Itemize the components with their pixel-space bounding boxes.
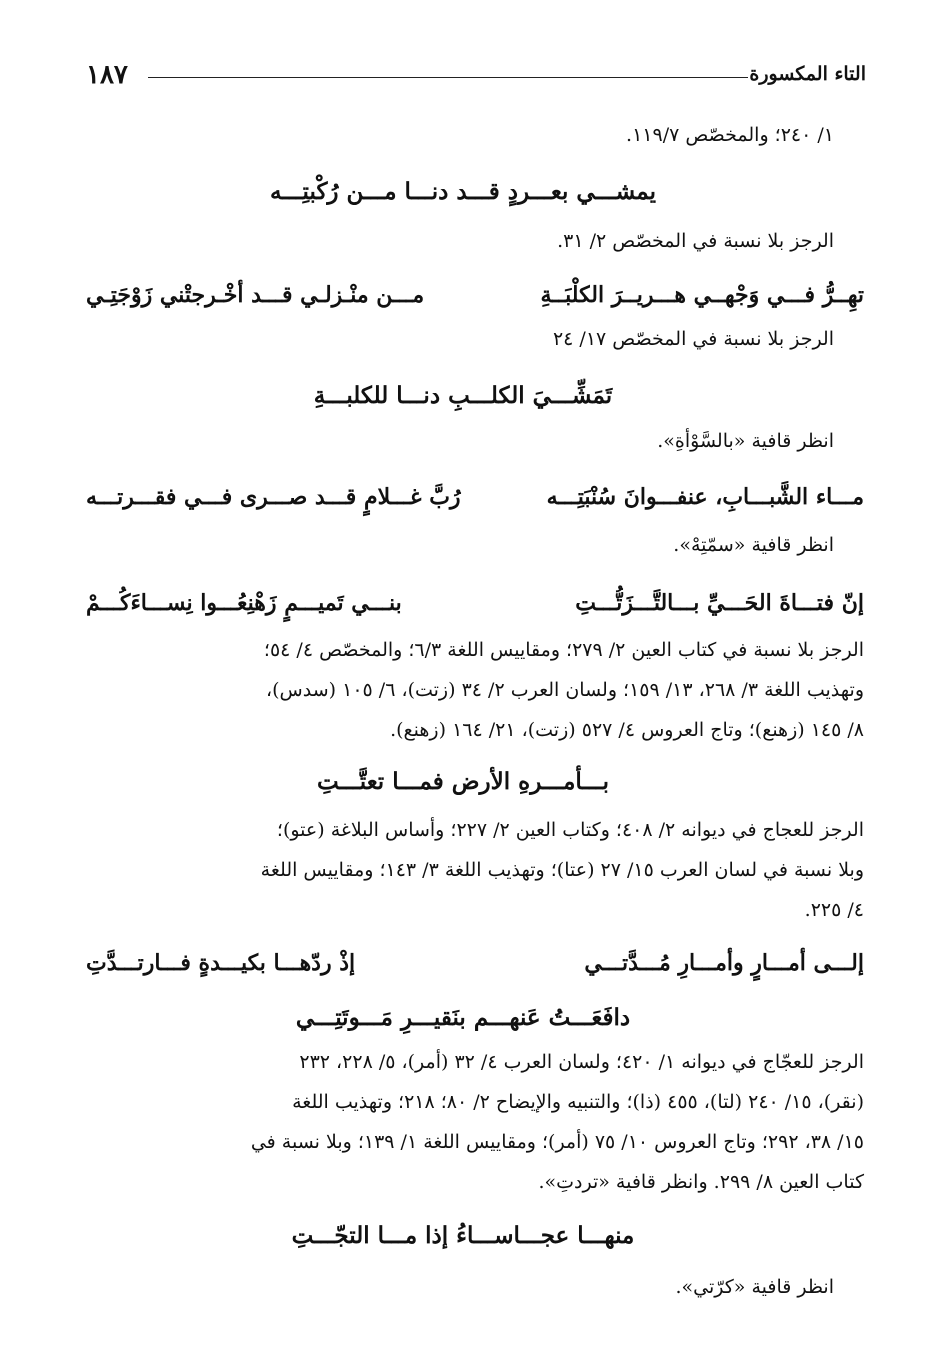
first-hemistich: رُبَّ غـــلامٍ قـــد صـــرى فـــي فقـــرتـــه (86, 484, 461, 510)
source-note: الرجز بلا نسبة في المخصّص ٢/ ٣١. (557, 230, 834, 252)
verse-line: بـــأمـــرهِ الأرض فمـــا تعتَّـــتِ (316, 768, 610, 795)
first-hemistich: بنـــي تَميـــمٍ زَهْنِعُـــوا نِســـاءَكُـــمْ (86, 590, 402, 616)
second-hemistich: تهِــرُّ فـــي وَجْهــي هـــريــرَ الكلْبَــةِ (540, 282, 864, 308)
paragraph-line: وبلا نسبة في لسان العرب ١٥/ ٢٧ (عتا)؛ وتهذيب اللغة ٣/ ١٤٣؛ ومقاييس اللغة (260, 859, 864, 881)
verse-line: منهـــا عجـــاســـاءُ إذا مـــا التجّـــتِ (291, 1222, 635, 1249)
paragraph-line: ١٥/ ٣٨، ٢٩٢؛ وتاج العروس ١٠/ ٧٥ (أمر)؛ ومقاييس اللغة ١/ ١٣٩؛ وبلا نسبة في (250, 1131, 864, 1153)
page-number: ١٨٧ (86, 60, 128, 90)
source-paragraph (86, 630, 864, 750)
paragraph-line: الرجز للعجّاج في ديوانه ١/ ٤٢٠؛ ولسان العرب ٤/ ٣٢ (أمر)، ٥/ ٢٢٨، ٢٣٢ (299, 1051, 864, 1073)
verse-couplet (86, 282, 864, 308)
verse-line: تَمَشِّـــيَ الكلـــبِ دنـــا للكلبـــةِ (313, 382, 613, 409)
verse-couplet (86, 484, 864, 510)
cross-reference-note: انظر قافية «سمّتِهْ». (673, 534, 834, 556)
paragraph-line: (نقر)، ١٥/ ٢٤٠ (لتا)، ٤٥٥ (ذا)؛ والتنبيه والإيضاح ٢/ ٨٠؛ ٢١٨؛ وتهذيب اللغة (292, 1091, 864, 1113)
chapter-title: التاء المكسورة (749, 63, 866, 85)
second-hemistich: إنّ فتـــاةَ الحَـــيِّ بـــالتَّـــزَتُّـــتِ (575, 590, 864, 616)
paragraph-line: ٨/ ١٤٥ (زهنع)؛ وتاج العروس ٤/ ٥٢٧ (زتت)، ٢١/ ١٦٤ (زهنع). (390, 719, 864, 741)
continued-reference: ١/ ٢٤٠؛ والمخصّص ١١٩/٧. (626, 124, 834, 146)
header-rule (148, 77, 748, 78)
first-hemistich: مـــن منْـزلـي قـــد أخْـرجتْني زَوْجَتِـي (86, 282, 425, 308)
paragraph-line: الرجز بلا نسبة في كتاب العين ٢/ ٢٧٩؛ ومقاييس اللغة ٦/٣؛ والمخصّص ٤/ ٥٤؛ (263, 639, 864, 661)
first-hemistich: إذْ ردّهـــا بكيـــدةٍ فـــارتـــدَّتِ (86, 950, 356, 976)
running-head (86, 60, 866, 92)
second-hemistich: إلـــى أمـــارٍ وأمـــارِ مُـــدَّتـــي (584, 950, 864, 976)
verse-line: يمشـــي بعـــردٍ قـــد دنـــا مـــن رُكْبتِـــه (270, 178, 656, 205)
paragraph-line: وتهذيب اللغة ٣/ ٢٦٨، ١٣/ ١٥٩؛ ولسان العرب ٢/ ٣٤ (زتت)، ٦/ ١٠٥ (سدس)، (266, 679, 864, 701)
verse-couplet (86, 950, 864, 976)
paragraph-line: كتاب العين ٨/ ٢٩٩. وانظر قافية «تردتِ». (538, 1171, 864, 1193)
source-paragraph (86, 810, 864, 930)
verse-couplet (86, 590, 864, 616)
second-hemistich: مـــاء الشَّبـــابِ، عنفـــوانَ سُنْبَتِـــه (546, 484, 864, 510)
paragraph-line: الرجز للعجاج في ديوانه ٢/ ٤٠٨؛ وكتاب العين ٢/ ٢٢٧؛ وأساس البلاغة (عتو)؛ (276, 819, 864, 841)
cross-reference-note: انظر قافية «كرّتي». (675, 1276, 834, 1298)
source-paragraph (86, 1042, 864, 1202)
cross-reference-note: انظر قافية «بالسَّوْأةِ». (657, 430, 834, 452)
verse-line: دافَعَـــتُ عَنهـــم بنَقيـــرِ مَـــوتَتِـــي (295, 1004, 631, 1031)
source-note: الرجز بلا نسبة في المخصّص ١٧/ ٢٤ (552, 328, 834, 350)
paragraph-line: ٤/ ٢٢٥. (804, 899, 864, 921)
